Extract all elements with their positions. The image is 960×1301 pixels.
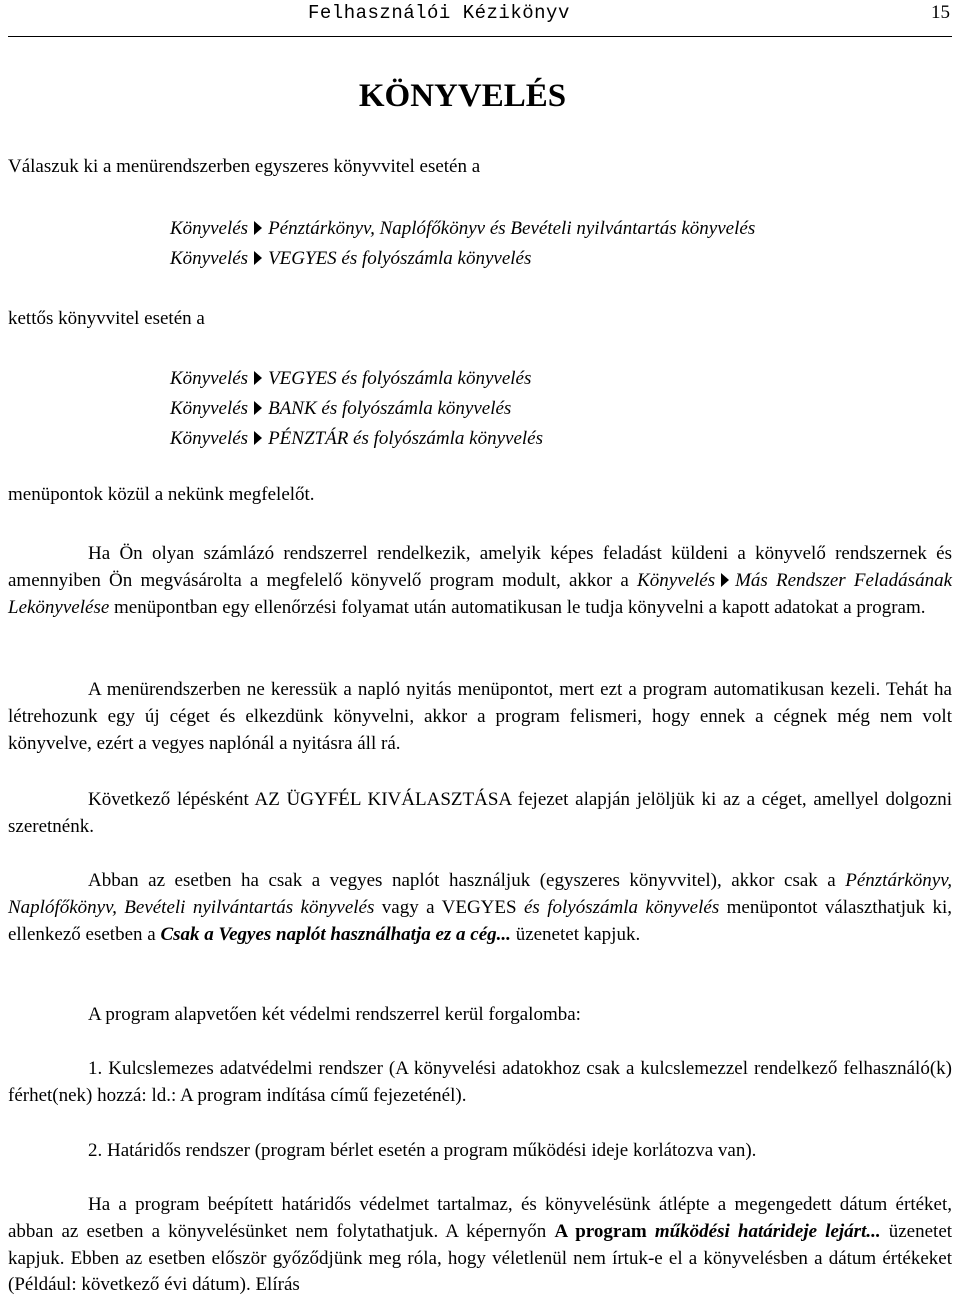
menu-root: Könyvelés (637, 569, 716, 591)
menu-item: PÉNZTÁR és folyószámla könyvelés (268, 428, 544, 449)
chapter-title: KÖNYVELÉS (358, 78, 567, 114)
page-number: 15 (931, 2, 950, 23)
paragraph (8, 1192, 952, 1299)
text: Abban az esetben ha csak a vegyes naplót használjuk (egyszeres könyvvitel), akkor csak a (88, 870, 836, 891)
text: menüpontban egy ellenőrzési folyamat után automatikusan le tudja könyvelni a kapott adatokat a program. (114, 596, 926, 618)
text: üzenetet kapjuk. Ebben az esetben először győződjünk meg róla, hogy véletlenül nem írtuk-e el a könyvelésben a dátum értékeket (Például: következő évi dátum). Elírás (8, 1220, 953, 1296)
text: A menürendszerben ne keressük a napló nyitás menüpontot, mert ezt a program automatikusan kezeli. Tehát ha létrehozunk egy új céget és elkezdünk könyvelni, akkor a program felismeri, hogy ennek a cégnek még nem volt könyvelve, ezért a vegyes naplónál a nyitásra áll rá. (8, 679, 952, 754)
paragraph (8, 787, 952, 841)
text: vagy a VEGYES (381, 896, 517, 918)
text: A program alapvetően két védelmi rendszerrel kerül forgalomba: (88, 1004, 581, 1025)
paragraph (8, 541, 952, 621)
arrow-right-icon (254, 221, 262, 235)
menu-item: VEGYES és folyószámla könyvelés (268, 248, 532, 269)
menu-path (170, 368, 531, 390)
text: üzenetet kapjuk. (515, 923, 641, 945)
intro-line: Válaszuk ki a menürendszerben egyszeres könyvvitel esetén a (8, 156, 481, 177)
menu-path (170, 428, 543, 450)
message-text: A program (554, 1220, 647, 1242)
text: menüpontot választhatjuk ki, ellenkező esetben a (8, 896, 952, 945)
paragraph (8, 1056, 952, 1110)
menu-item: Pénztárkönyv, Naplófőkönyv és Bevételi nyilvántartás könyvelés (268, 218, 756, 239)
arrow-right-icon (254, 371, 262, 385)
text: 2. Határidős rendszer (program bérlet esetén a program működési ideje korlátozva van). (88, 1140, 757, 1161)
menu-root: Könyvelés (170, 368, 249, 389)
menu-item: Más Rendszer Feladásának Lekönyvelése (8, 569, 953, 618)
menu-root: Könyvelés (170, 398, 249, 419)
menu-root: Könyvelés (170, 248, 249, 269)
paragraph (8, 677, 952, 757)
menu-root: Könyvelés (170, 428, 249, 449)
menu-path (170, 398, 511, 420)
page-header (8, 0, 952, 37)
header-title: Felhasználói Kézikönyv (308, 2, 570, 24)
double-entry-line: kettős könyvvitel esetén a (8, 308, 205, 329)
arrow-right-icon (254, 431, 262, 445)
menu-item: VEGYES és folyószámla könyvelés (268, 368, 532, 389)
arrow-right-icon (721, 573, 729, 587)
arrow-right-icon (254, 401, 262, 415)
paragraph (8, 1138, 952, 1165)
menu-path (170, 218, 755, 240)
text: 1. Kulcslemezes adatvédelmi rendszer (A könyvelési adatokhoz csak a kulcslemezzel rendelkező felhasználó(k) férhet(nek) hozzá: ld.: A program indítása című fejezeténél). (8, 1058, 952, 1106)
arrow-right-icon (254, 251, 262, 265)
menu-path (170, 248, 531, 270)
menu-item: BANK és folyószámla könyvelés (268, 398, 512, 419)
text: Következő lépésként AZ ÜGYFÉL KIVÁLASZTÁSA fejezet alapján jelöljük ki az a céget, amellyel dolgozni szeretnénk. (8, 789, 952, 837)
paragraph (8, 1002, 952, 1029)
text: Ha Ön olyan számlázó rendszerrel rendelkezik, amelyik képes feladást küldeni a könyvelő rendszernek és amennyiben Ön megvásárolta a megfelelő könyvelő program modult, akkor a (8, 543, 952, 591)
choose-line: menüpontok közül a nekünk megfelelőt. (8, 484, 315, 505)
text: Ha a program beépített határidős védelmet tartalmaz, és könyvelésünk átlépte a megengedett dátum értéket, abban az esetben a könyvelésünket nem folytathatjuk. A képernyőn (8, 1194, 952, 1242)
paragraph (8, 868, 952, 948)
menu-reference: és folyószámla könyvelés (523, 896, 720, 918)
menu-root: Könyvelés (170, 218, 249, 239)
message-text: működési határideje lejárt... (654, 1220, 881, 1242)
menu-reference: Pénztárkönyv, Naplófőkönyv, Bevételi nyilvántartás könyvelés (8, 870, 952, 918)
message-text: Csak a Vegyes naplót használhatja ez a cég... (160, 923, 511, 945)
